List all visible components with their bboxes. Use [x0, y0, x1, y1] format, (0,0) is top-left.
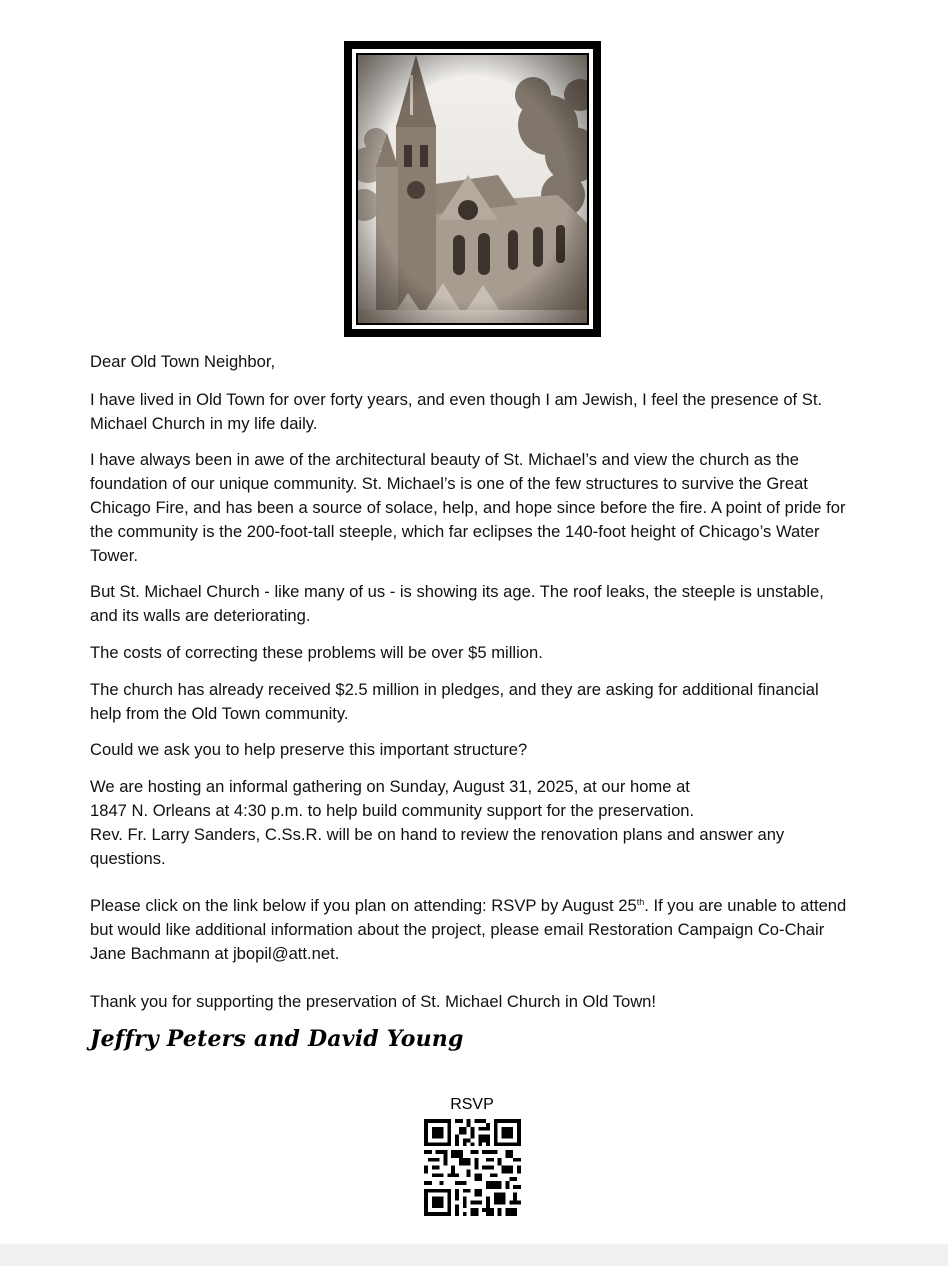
paragraph: I have always been in awe of the architectural beauty of St. Michael’s and view the church as the foundation of our unique community. St. Michael’s is one of the few structures to survive the Great Chicago Fire, and has been a source of solace, help, and hope since before the fire. A point of pride for the community is the 200-foot-tall steeple, which far eclipses the 140-foot height of Chicago’s Water Tower. [90, 450, 846, 565]
paragraph: The costs of correcting these problems will be over $5 million. [90, 642, 543, 662]
event-line: Rev. Fr. Larry Sanders, C.Ss.R. will be on hand to review the renovation plans and answer any questions. [90, 824, 785, 868]
rsvp-label: RSVP [450, 1096, 494, 1113]
church-photo-frame [344, 41, 601, 337]
event-paragraph [90, 775, 850, 870]
closing: Thank you for supporting the preservation of St. Michael Church in Old Town! [90, 991, 657, 1011]
letter-body [90, 350, 850, 1051]
paragraph: But St. Michael Church - like many of us - is showing its age. The roof leaks, the steeple is unstable, and its walls are deteriorating. [90, 582, 824, 626]
event-line: 1847 N. Orleans at 4:30 p.m. to help build community support for the preservation. [90, 800, 695, 820]
paragraph: Could we ask you to help preserve this important structure? [90, 740, 528, 760]
paragraph: I have lived in Old Town for over forty years, and even though I am Jewish, I feel the presence of St. Michael Church in my life daily. [90, 389, 823, 433]
rsvp-block[interactable] [422, 1095, 522, 1216]
rsvp-text-continued: . If you are unable to attend but would like additional information about the project, please email Restoration Campaign Co-Chair Jane Bachmann at jbopil@att.net. [90, 896, 847, 963]
rsvp-text: Please click on the link below if you plan on attending: RSVP by August 25 [90, 896, 637, 916]
page-bottom-margin [0, 1244, 948, 1266]
signature: Jeffry Peters and David Young [90, 1025, 464, 1052]
greeting: Dear Old Town Neighbor, [90, 352, 276, 371]
rsvp-paragraph [90, 894, 850, 965]
qr-code-icon[interactable] [424, 1119, 521, 1216]
church-photo [358, 55, 587, 323]
rsvp-date-suffix: th [636, 897, 645, 908]
event-line: We are hosting an informal gathering on Sunday, August 31, 2025, at our home at [90, 777, 690, 797]
paragraph: The church has already received $2.5 million in pledges, and they are asking for additional financial help from the Old Town community. [90, 679, 819, 723]
